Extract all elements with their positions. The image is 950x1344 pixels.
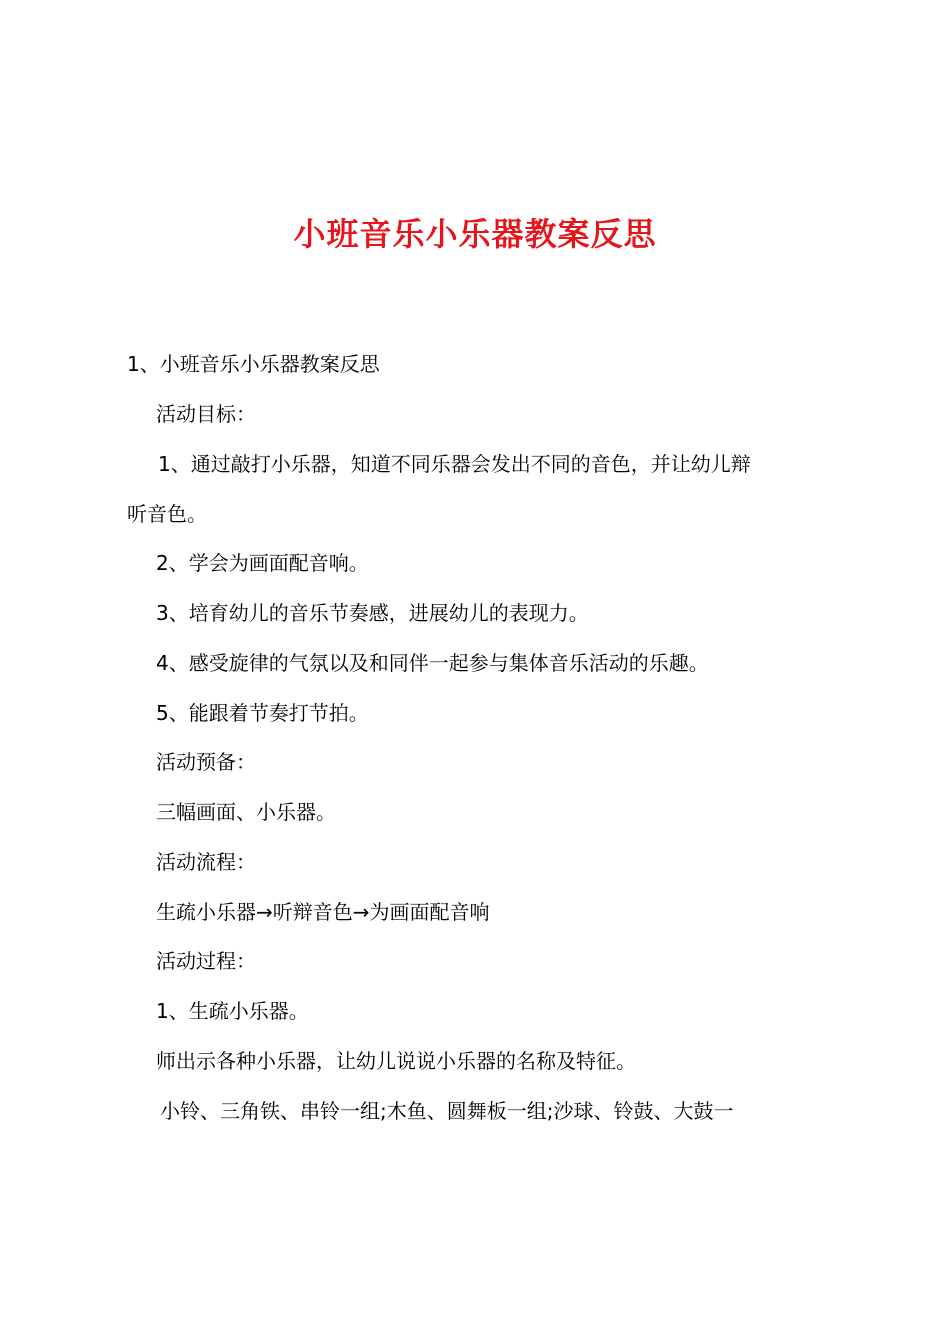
paragraph-line: 小铃、三角铁、串铃一组;木鱼、圆舞板一组;沙球、铃鼓、大鼓一 — [160, 1099, 734, 1123]
paragraph-line: 生疏小乐器→听辩音色→为画面配音响 — [156, 900, 490, 924]
document-title: 小班音乐小乐器教案反思 — [293, 215, 657, 253]
paragraph-line: 1、通过敲打小乐器，知道不同乐器会发出不同的音色，并让幼儿辩 — [158, 452, 751, 476]
paragraph-line: 活动目标： — [156, 402, 256, 426]
paragraph-line: 1、生疏小乐器。 — [156, 999, 309, 1023]
paragraph-line: 活动预备： — [156, 750, 256, 774]
paragraph-line: 2、学会为画面配音响。 — [156, 551, 369, 575]
section-heading: 1、小班音乐小乐器教案反思 — [127, 352, 380, 376]
paragraph-line: 活动过程： — [156, 949, 256, 973]
paragraph-line: 3、培育幼儿的音乐节奏感，进展幼儿的表现力。 — [156, 601, 589, 625]
paragraph-line: 听音色。 — [127, 502, 207, 526]
paragraph-line: 5、能跟着节奏打节拍。 — [156, 701, 369, 725]
paragraph-line: 三幅画面、小乐器。 — [156, 800, 336, 824]
paragraph-line: 活动流程： — [156, 850, 256, 874]
paragraph-line: 师出示各种小乐器，让幼儿说说小乐器的名称及特征。 — [156, 1049, 636, 1073]
paragraph-line: 4、感受旋律的气氛以及和同伴一起参与集体音乐活动的乐趣。 — [156, 651, 709, 675]
